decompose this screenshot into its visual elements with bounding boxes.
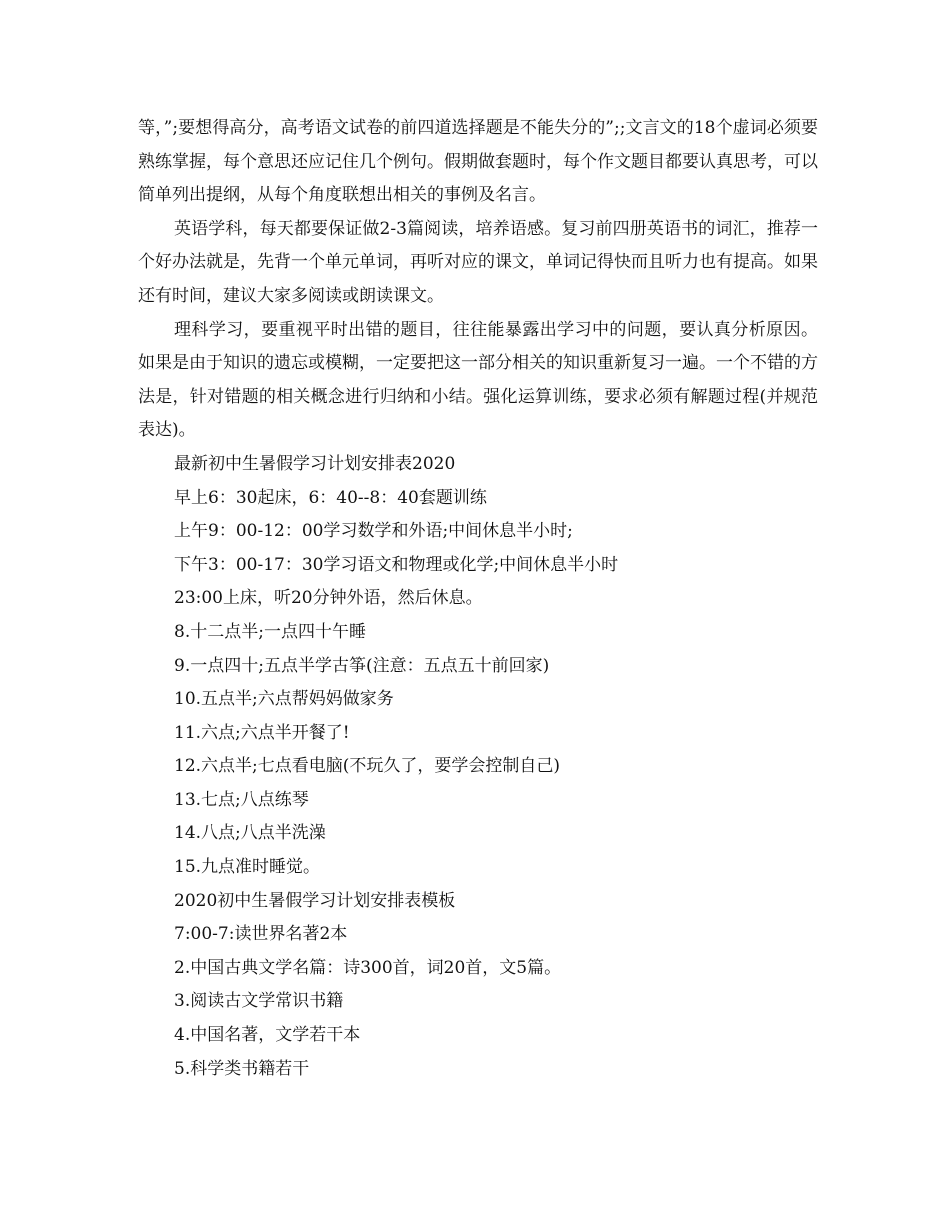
paragraph-english-study: 英语学科，每天都要保证做2-3篇阅读，培养语感。复习前四册英语书的词汇，推荐一个好办法就是，先背一个单元单词，再听对应的课文，单词记得快而且听力也有提高。如果还有时间，建议大家多阅读或朗读课文。 xyxy=(138,218,818,306)
schedule-line: 8.十二点半;一点四十午睡 xyxy=(174,621,366,642)
schedule-line: 下午3：00-17：30学习语文和物理或化学;中间休息半小时 xyxy=(174,554,619,575)
schedule-line: 9.一点四十;五点半学古筝(注意：五点五十前回家) xyxy=(174,655,550,676)
schedule-line: 11.六点;六点半开餐了! xyxy=(174,722,350,743)
schedule-line: 10.五点半;六点帮妈妈做家务 xyxy=(174,689,394,710)
schedule-line: 上午9：00-12：00学习数学和外语;中间休息半小时; xyxy=(174,521,573,542)
reading-list-line: 3.阅读古文学常识书籍 xyxy=(174,991,344,1012)
reading-list-line: 7:00-7:读世界名著2本 xyxy=(174,924,348,945)
schedule-line: 早上6：30起床，6：40--8：40套题训练 xyxy=(174,487,487,508)
reading-list-line: 5.科学类书籍若干 xyxy=(174,1058,310,1079)
schedule-line: 15.九点准时睡觉。 xyxy=(174,857,321,878)
schedule-heading-template: 2020初中生暑假学习计划安排表模板 xyxy=(174,890,456,911)
schedule-line: 23:00上床，听20分钟外语，然后休息。 xyxy=(174,588,483,609)
paragraph-chinese-study: 等，”;要想得高分，高考语文试卷的前四道选择题是不能失分的”;;文言文的18个虚词必须要熟练掌握，每个意思还应记住几个例句。假期做套题时，每个作文题目都要认真思考，可以简单列出提纲，从每个角度联想出相关的事例及名言。 xyxy=(138,118,818,206)
reading-list-line: 4.中国名著，文学若干本 xyxy=(174,1025,361,1046)
paragraph-science-study: 理科学习，要重视平时出错的题目，往往能暴露出学习中的问题，要认真分析原因。如果是由于知识的遗忘或模糊，一定要把这一部分相关的知识重新复习一遍。一个不错的方法是，针对错题的相关概念进行归纳和小结。强化运算训练，要求必须有解题过程(并规范表达)。 xyxy=(138,319,818,441)
schedule-line: 12.六点半;七点看电脑(不玩久了，要学会控制自己) xyxy=(174,756,561,777)
schedule-heading-latest: 最新初中生暑假学习计划安排表2020 xyxy=(174,453,456,474)
document-body xyxy=(138,112,818,1086)
schedule-line: 14.八点;八点半洗澡 xyxy=(174,823,326,844)
schedule-line: 13.七点;八点练琴 xyxy=(174,789,309,810)
reading-list-line: 2.中国古典文学名篇：诗300首，词20首，文5篇。 xyxy=(174,957,562,978)
